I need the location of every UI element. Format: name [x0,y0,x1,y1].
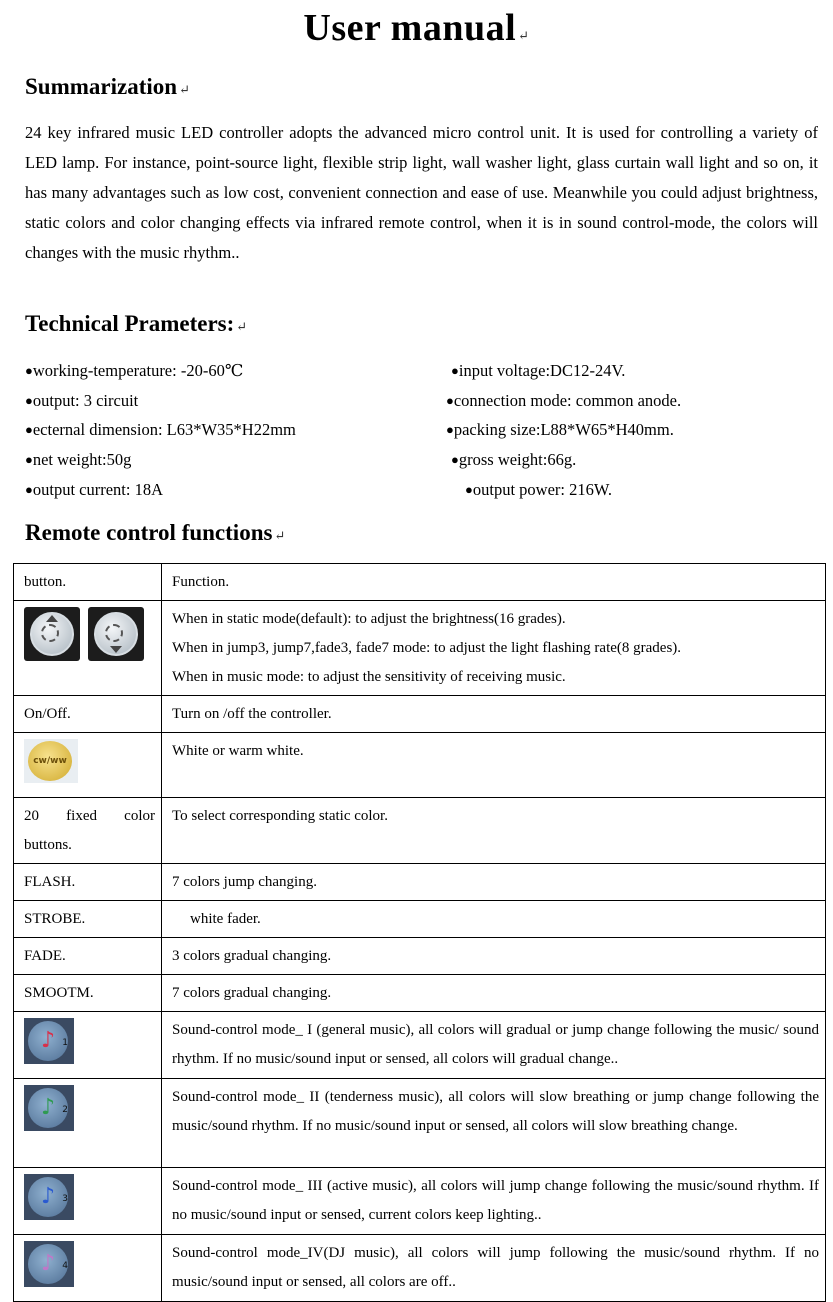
music-note-1-icon: ♪ 1 [24,1018,74,1064]
brightness-buttons-cell [14,601,162,696]
music-1-button-cell [14,1012,162,1079]
spec-connection-mode: ●connection mode: common anode. [446,391,682,410]
music-2-button-cell [14,1079,162,1168]
music-3-button-cell [14,1168,162,1235]
function-cell: Sound-control mode_IV(DJ music), all colors will jump following the music/sound rhythm. If no music/sound input or sensed, all colors are off.. [162,1235,826,1302]
button-cell: 20 fixed color buttons. [14,798,162,864]
spec-output: ●output: 3 circuit [25,391,139,410]
button-cell: On/Off. [14,696,162,733]
spec-net-weight: ●net weight:50g [25,450,132,469]
table-row [14,975,826,1012]
music-4-button-cell [14,1235,162,1302]
function-line: When in jump3, jump7,fade3, fade7 mode: to adjust the light flashing rate(8 grades). [172,640,682,656]
table-row [14,938,826,975]
spec-dimension: ●ecternal dimension: L63*W35*H22mm [25,420,296,439]
music-note-3-icon: ♪ 3 [24,1174,74,1220]
remote-heading: Remote control functions ↵ [25,520,286,545]
table-row [14,601,826,696]
table-row [14,1012,826,1079]
spec-packing-size: ●packing size:L88*W65*H40mm. [446,420,674,439]
function-cell: Sound-control mode_ I (general music), all colors will gradual or jump change following the music/ sound rhythm. If no music/sound input or sensed, all colors will gradual change.. [162,1012,826,1079]
button-cell: FADE. [14,938,162,975]
button-cell: FLASH. [14,864,162,901]
function-cell: Sound-control mode_ II (tenderness music), all colors will slow breathing or jump change following the music/sound rhythm. If no music/sound input or sensed, all colors will slow breathing change. [162,1079,826,1168]
remote-functions-table [13,563,826,1302]
header-function: Function. [162,564,826,601]
function-line: When in static mode(default): to adjust the brightness(16 grades). [172,611,566,627]
spec-output-power: ●output power: 216W. [465,480,613,499]
function-cell: 7 colors gradual changing. [162,975,826,1012]
table-row [14,733,826,798]
function-cell: To select corresponding static color. [162,798,826,864]
brightness-down-icon [88,607,144,661]
tech-heading: Technical Prameters: ↵ [25,311,248,336]
table-row [14,1235,826,1302]
header-button: button. [14,564,162,601]
function-cell: White or warm white. [162,733,826,798]
spec-output-current: ●output current: 18A [25,480,163,499]
table-row [14,901,826,938]
page-title: User manual ↵ [303,7,530,49]
table-row [14,696,826,733]
spec-working-temperature: ●working-temperature: -20-60℃ [25,361,244,380]
function-cell: white fader. [162,901,826,938]
function-cell: Turn on /off the controller. [162,696,826,733]
spec-input-voltage: ●input voltage:DC12-24V. [451,361,626,380]
table-row [14,1079,826,1168]
music-note-4-icon: ♪ 4 [24,1241,74,1287]
function-cell: Sound-control mode_ III (active music), all colors will jump change following the music/sound rhythm. If no music/sound input or sensed, current colors keep lighting.. [162,1168,826,1235]
table-row [14,798,826,864]
function-cell [162,601,826,696]
music-note-2-icon: ♪ 2 [24,1085,74,1131]
table-row [14,1168,826,1235]
function-cell: 7 colors jump changing. [162,864,826,901]
table-row [14,864,826,901]
function-line: When in music mode: to adjust the sensitivity of receiving music. [172,669,566,685]
cw-ww-button-cell [14,733,162,798]
summary-heading: Summarization ↵ [25,74,190,99]
table-header-row [14,564,826,601]
spec-gross-weight: ●gross weight:66g. [451,450,577,469]
brightness-up-icon [24,607,80,661]
cw-ww-icon: cw/ww [24,739,78,783]
summary-paragraph: 24 key infrared music LED controller adopts the advanced micro control unit. It is used for controlling a variety of LED lamp. For instance, point-source light, flexible strip light, wall washer light, glass curtain wall light and so on, it has many advantages such as low cost, convenient connection and ease of use. Meanwhile you could adjust brightness, static colors and color changing effects via infrared remote control, when it is in sound control-mode, the colors will changes with the music rhythm.. [25,123,818,262]
button-cell: STROBE. [14,901,162,938]
button-cell: SMOOTM. [14,975,162,1012]
function-cell: 3 colors gradual changing. [162,938,826,975]
